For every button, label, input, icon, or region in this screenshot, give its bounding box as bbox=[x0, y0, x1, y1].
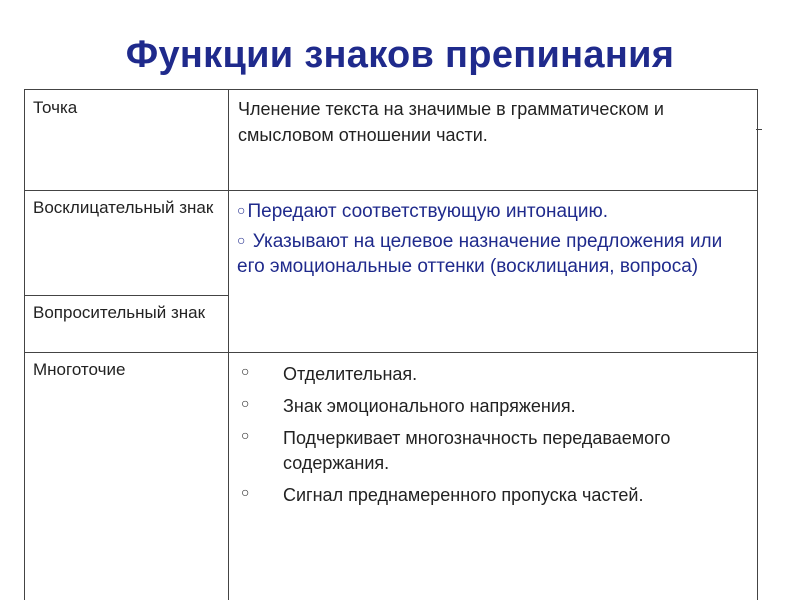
description-cell-ellipsis bbox=[229, 352, 757, 600]
bullet-icon: ○ bbox=[241, 363, 250, 379]
list-item-text: Указывают на целевое назначение предложения или его эмоциональные оттенки (восклицания, вопроса) bbox=[237, 231, 723, 277]
description-text: Членение текста на значимые в грамматическом и смысловом отношении части. bbox=[238, 99, 664, 145]
list-item bbox=[235, 394, 751, 419]
border-tick bbox=[756, 129, 762, 130]
list-item bbox=[235, 483, 751, 508]
term-cell-ellipsis bbox=[25, 352, 228, 600]
term-label: Вопросительный знак bbox=[33, 303, 206, 322]
term-label: Многоточие bbox=[33, 360, 126, 379]
list-item bbox=[235, 362, 751, 387]
list-item bbox=[237, 228, 751, 279]
term-cell-exclamation bbox=[25, 190, 228, 295]
list-item-text: Передают соответствующую интонацию. bbox=[247, 201, 609, 222]
list-item bbox=[237, 198, 751, 224]
bullet-icon: ○ bbox=[241, 395, 250, 411]
ellipsis-functions-list bbox=[235, 362, 751, 508]
bullet-icon: ○ bbox=[237, 232, 246, 248]
bullet-icon: ○ bbox=[241, 427, 250, 443]
description-cell-exclamation-question bbox=[229, 192, 757, 352]
term-label: Точка bbox=[33, 98, 78, 117]
term-label: Восклицательный знак bbox=[33, 198, 214, 217]
slide-title: Функции знаков препинания bbox=[125, 34, 675, 76]
list-item-text: Знак эмоционального напряжения. bbox=[283, 396, 576, 416]
list-item-text: Подчеркивает многозначность передаваемого содержания. bbox=[283, 428, 671, 473]
term-cell-question bbox=[25, 295, 228, 352]
term-cell-period bbox=[25, 90, 228, 190]
bullet-icon: ○ bbox=[241, 484, 250, 500]
description-cell-period bbox=[229, 90, 757, 190]
bullet-icon: ○ bbox=[237, 202, 246, 218]
list-item bbox=[235, 426, 751, 476]
list-item-text: Сигнал преднамеренного пропуска частей. bbox=[283, 485, 644, 505]
list-item-text: Отделительная. bbox=[283, 364, 418, 384]
punctuation-table bbox=[24, 89, 758, 600]
